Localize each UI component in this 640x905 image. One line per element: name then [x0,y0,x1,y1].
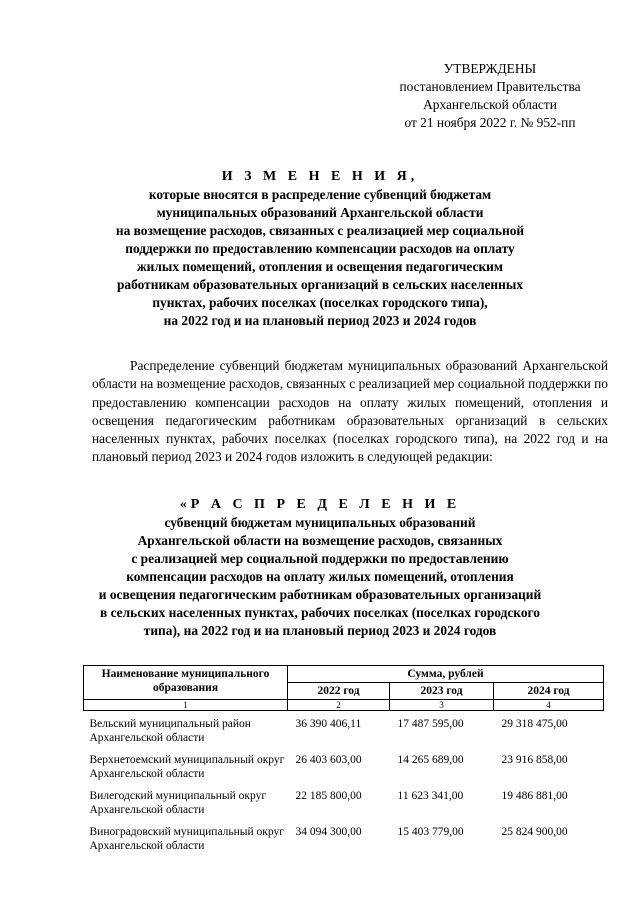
table-row [84,783,604,819]
amount-2024: 29 318 475,00 [501,718,568,730]
distribution-table [83,665,604,855]
column-index: 3 [390,700,494,711]
year-header: 2024 год [494,683,604,700]
amount-2023: 11 623 341,00 [397,790,464,802]
column-index: 2 [288,700,390,711]
column-index: 4 [494,700,604,711]
changes-title [60,168,580,330]
municipality-name: Вельский муниципальный район Архангельской области [89,718,251,744]
distribution-title-line: Архангельской области на возмещение расходов, связанных [137,533,503,548]
changes-title-line: муниципальных образований Архангельской области [156,205,484,220]
changes-title-line: жилых помещений, отопления и освещения педагогическим [136,259,504,274]
distribution-title-line: и освещения педагогическим работникам образовательных организаций [98,587,542,602]
changes-title-line: работникам образовательных организаций в сельских населенных [116,277,524,292]
amount-2024: 25 824 900,00 [501,826,568,838]
changes-title-line: пунктах, рабочих поселках (поселках городского типа), [152,295,488,310]
amount-2022: 26 403 603,00 [295,754,362,766]
table-row [84,819,604,855]
changes-title-line: поддержки по предоставлению компенсации расходов на оплату [125,241,515,256]
approval-line: Архангельской области [423,97,557,112]
table-row [84,711,604,748]
municipality-name: Виноградовский муниципальный округ Архангельской области [89,826,284,852]
amount-2024: 19 486 881,00 [501,790,568,802]
distribution-title-line: субвенций бюджетам муниципальных образований [164,515,476,530]
municipality-name: Вилегодский муниципальный округ Архангельской области [89,790,267,816]
changes-title-line: которые вносятся в распределение субвенций бюджетам [148,187,492,202]
amount-2023: 15 403 779,00 [397,826,464,838]
amount-2022: 34 094 300,00 [295,826,362,838]
col-name-header: Наименование муниципального образования [84,666,288,700]
changes-title-line: на возмещение расходов, связанных с реализацией мер социальной [115,223,525,238]
column-index: 1 [84,700,288,711]
municipality-name: Верхнетоемский муниципальный округ Архангельской области [89,754,285,780]
table-row [84,747,604,783]
column-index-row [84,700,604,711]
amount-2024: 23 916 858,00 [501,754,568,766]
distribution-title-line: типа), на 2022 год и на плановый период 2023 и 2024 годов [143,623,497,638]
body-paragraph: Распределение субвенций бюджетам муниципальных образований Архангельской области на возмещение расходов, связанных с реализацией мер социальной поддержки по предоставлению компенсации расходов на оплату жилых помещений, отопления и освещения педагогическим работникам образовательных организаций в сельских населенных пунктах, рабочих поселках (поселках городского типа), на 2022 год и на плановый период 2023 и 2024 годов изложить в следующей редакции: [92,358,608,465]
changes-heading: И З М Е Н Е Н И Я, [221,169,419,184]
distribution-title-line: компенсации расходов на оплату жилых помещений, отопления [126,569,514,584]
approval-line: от 21 ноября 2022 г. № 952-пп [404,115,576,130]
year-header: 2023 год [390,683,494,700]
changes-title-line: на 2022 год и на плановый период 2023 и 2024 годов [163,313,477,328]
col-sum-header: Сумма, рублей [288,666,604,683]
distribution-heading: «Р А С П Р Е Д Е Л Е Н И Е [179,497,461,512]
amount-2022: 36 390 406,11 [295,718,362,730]
amount-2022: 22 185 800,00 [295,790,362,802]
distribution-title [60,496,580,640]
amount-2023: 14 265 689,00 [397,754,464,766]
distribution-title-line: с реализацией мер социальной поддержки по предоставлению [131,551,509,566]
approval-block [380,60,600,132]
distribution-title-line: в сельских населенных пунктах, рабочих поселках (поселках городского [100,605,540,620]
amount-2023: 17 487 595,00 [397,718,464,730]
year-header: 2022 год [288,683,390,700]
approval-line: УТВЕРЖДЕНЫ [443,61,537,76]
approval-line: постановлением Правительства [399,79,581,94]
